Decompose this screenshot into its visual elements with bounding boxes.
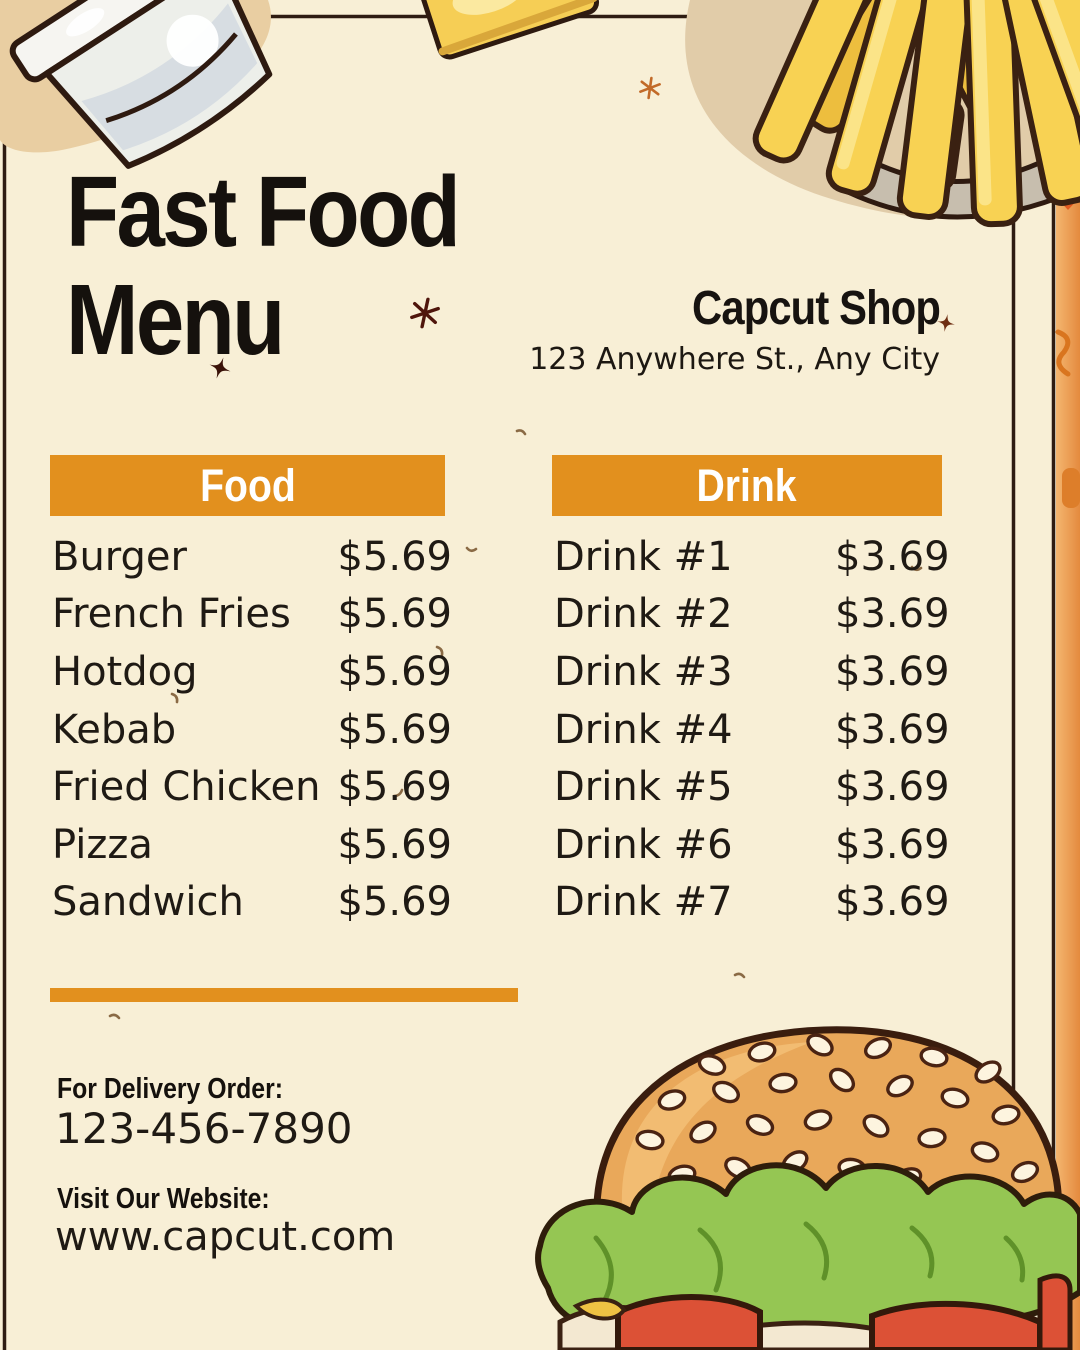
menu-item-price: $3.69 <box>835 591 950 638</box>
menu-item-price: $3.69 <box>835 821 950 868</box>
menu-item-price: $3.69 <box>835 879 950 926</box>
table-edge-strip <box>1056 60 1080 1350</box>
table-row <box>52 816 452 874</box>
title-line-2: Menu <box>66 264 283 376</box>
menu-item-price: $3.69 <box>835 706 950 753</box>
delivery-label: For Delivery Order: <box>57 1073 283 1105</box>
food-section-header <box>50 455 445 516</box>
website-url: www.capcut.com <box>55 1214 396 1260</box>
table-row <box>52 701 452 759</box>
menu-item-price: $5.69 <box>337 648 452 695</box>
menu-item-name: Drink #4 <box>554 706 733 753</box>
menu-item-name: French Fries <box>52 591 291 638</box>
menu-item-name: Hotdog <box>52 648 198 695</box>
menu-item-name: Drink #6 <box>554 821 733 868</box>
menu-item-name: Drink #5 <box>554 764 733 811</box>
table-row <box>554 528 954 586</box>
table-row <box>52 874 452 932</box>
menu-item-price: $3.69 <box>835 533 950 580</box>
drink-section-header <box>552 455 942 516</box>
menu-item-price: $5.69 <box>337 821 452 868</box>
drink-item-list <box>554 528 954 931</box>
drink-header-label: Drink <box>696 459 798 511</box>
menu-item-price: $3.69 <box>835 648 950 695</box>
menu-item-name: Drink #2 <box>554 591 733 638</box>
burger-illustration <box>538 1030 1080 1350</box>
shop-name: Capcut Shop <box>692 282 940 335</box>
table-row <box>52 643 452 701</box>
french-fries-illustration <box>685 0 1080 225</box>
menu-item-price: $5.69 <box>337 764 452 811</box>
menu-item-name: Pizza <box>52 821 153 868</box>
section-divider <box>50 988 518 1002</box>
menu-item-price: $5.69 <box>337 706 452 753</box>
menu-item-price: $5.69 <box>337 533 452 580</box>
shop-info <box>529 280 940 377</box>
table-row <box>554 586 954 644</box>
cheese-slice-illustration <box>413 0 599 60</box>
table-row <box>52 528 452 586</box>
table-row <box>554 758 954 816</box>
menu-item-name: Drink #3 <box>554 648 733 695</box>
page-title <box>66 158 517 374</box>
menu-item-name: Kebab <box>52 706 177 753</box>
website-label: Visit Our Website: <box>57 1183 270 1215</box>
phone-number: 123-456-7890 <box>55 1104 353 1153</box>
title-line-1: Fast Food <box>66 156 459 268</box>
food-header-label: Food <box>199 459 296 511</box>
menu-item-name: Drink #1 <box>554 533 733 580</box>
table-row <box>554 816 954 874</box>
table-row <box>52 758 452 816</box>
tomato <box>618 1297 760 1350</box>
table-row <box>554 701 954 759</box>
table-row <box>52 586 452 644</box>
menu-item-name: Drink #7 <box>554 879 733 926</box>
shop-address: 123 Anywhere St., Any City <box>529 342 940 377</box>
menu-item-price: $5.69 <box>337 879 452 926</box>
menu-item-price: $3.69 <box>835 764 950 811</box>
table-row <box>554 874 954 932</box>
menu-item-price: $5.69 <box>337 591 452 638</box>
menu-item-name: Sandwich <box>52 879 244 926</box>
menu-item-name: Burger <box>52 533 187 580</box>
table-row <box>554 643 954 701</box>
menu-item-name: Fried Chicken <box>52 764 321 811</box>
food-item-list <box>52 528 452 931</box>
